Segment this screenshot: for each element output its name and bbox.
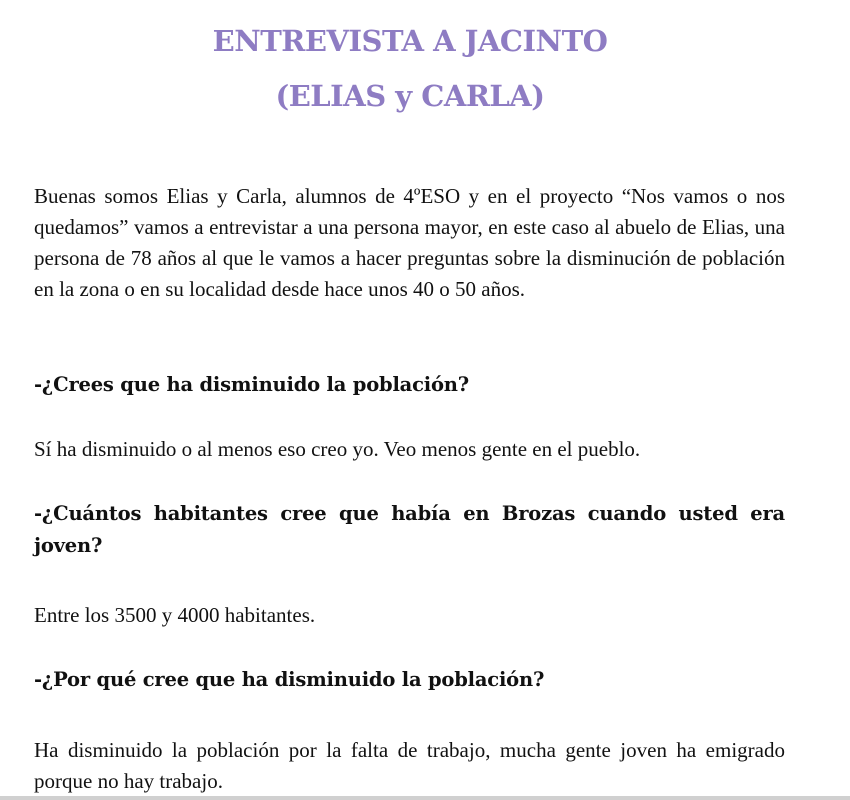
question-1: -¿Crees que ha disminuido la población?: [34, 373, 469, 396]
intro-paragraph: Buenas somos Elias y Carla, alumnos de 4ºESO y en el proyecto “Nos vamos o nos quedamos” vamos a entrevistar a una persona mayor, en este caso al abuelo de Elias, una persona de 78 años al que le vamos a hacer preguntas sobre la disminución de población en la zona o en su localidad desde hace unos 40 o 50 años.: [34, 184, 785, 301]
answer-3: Ha disminuido la población por la falta de trabajo, mucha gente joven ha emigrado porque no hay trabajo.: [34, 738, 785, 793]
answer-2: Entre los 3500 y 4000 habitantes.: [34, 603, 316, 627]
document-subtitle: (ELIAS y CARLA): [275, 79, 545, 113]
answer-1: Sí ha disminuido o al menos eso creo yo. Veo menos gente en el pueblo.: [34, 437, 641, 461]
document-title: ENTREVISTA A JACINTO: [212, 24, 608, 58]
question-2: -¿Cuántos habitantes cree que había en Brozas cuando usted era joven?: [34, 502, 785, 557]
question-3: -¿Por qué cree que ha disminuido la población?: [34, 668, 545, 691]
page-bottom-edge: [0, 796, 850, 800]
